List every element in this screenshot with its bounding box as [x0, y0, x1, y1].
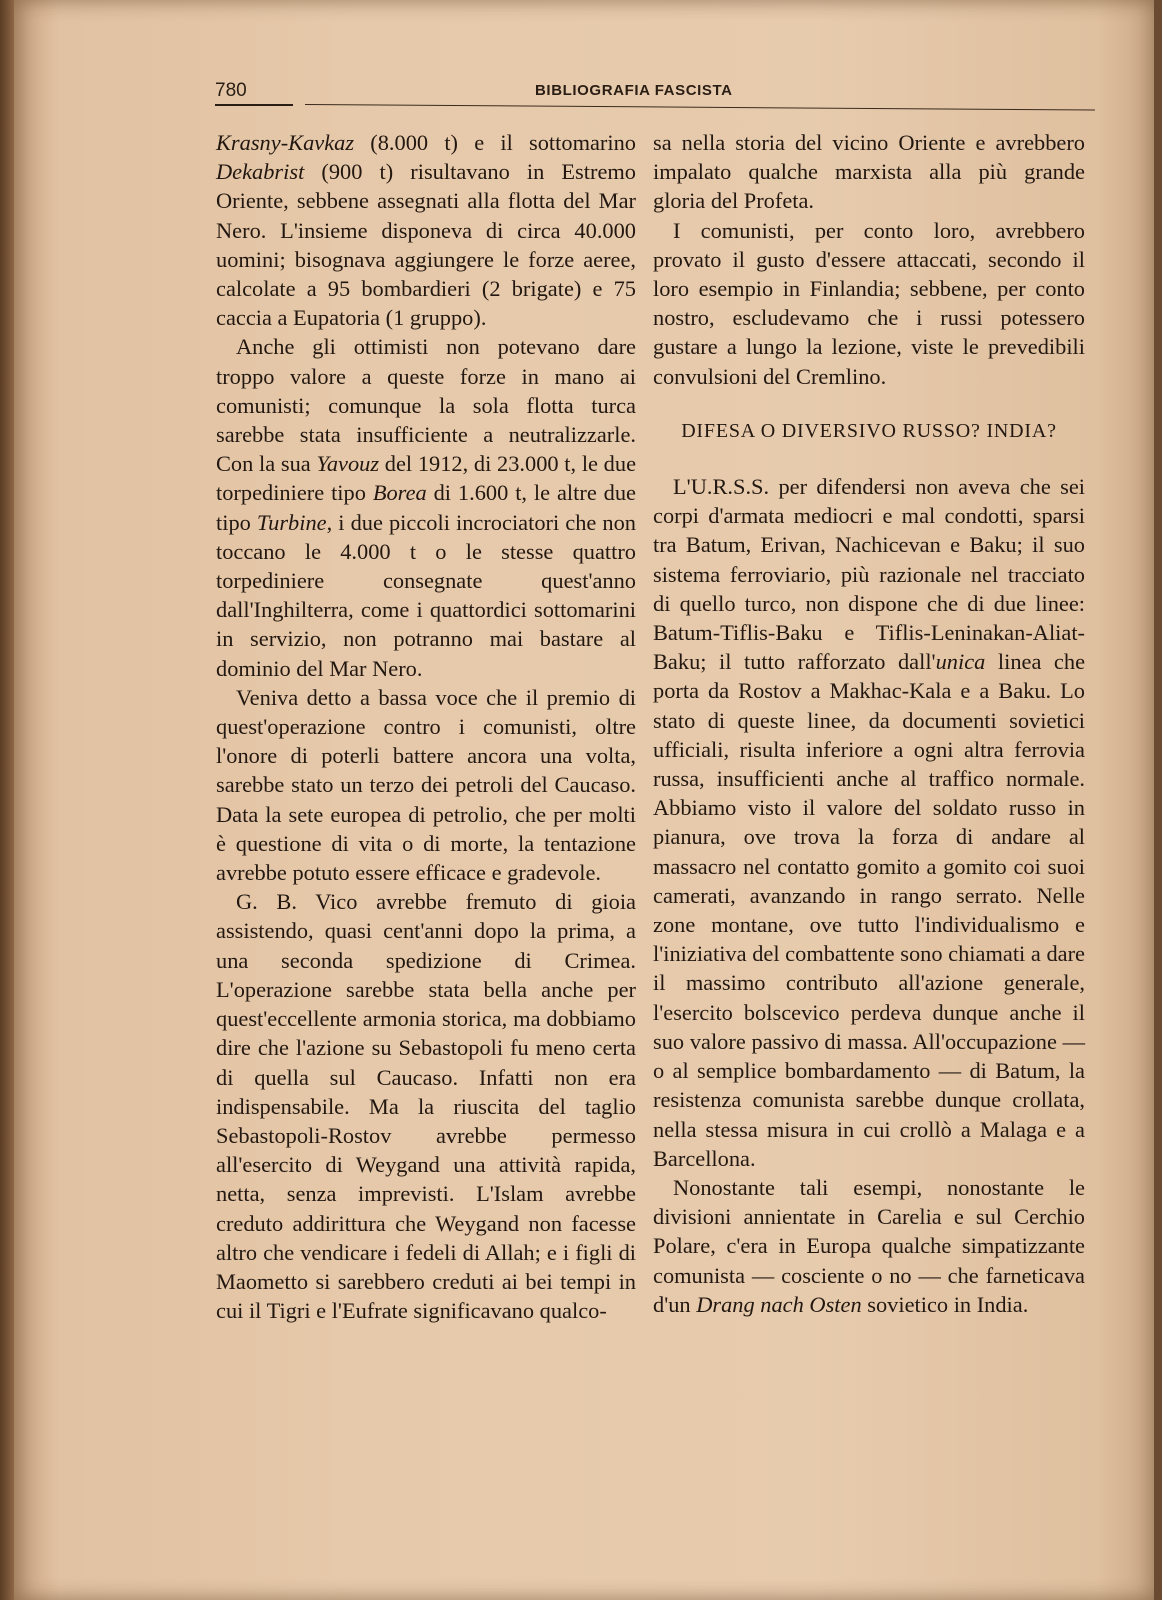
italic-text: Turbine [256, 509, 327, 535]
text-run: sovietico in India. [861, 1291, 1029, 1317]
paragraph [216, 128, 636, 332]
page-header [205, 78, 1095, 106]
text-run: (900 t) risultavano in Estremo Oriente, sebbene assegnati alla flotta del Mar Nero. L'insieme disponeva di circa 40.000 uomini; bisognava aggiungere le forze aeree, calcolate a 95 bombardieri (2 brigate) e 75 caccia a Eupatoria (1 gruppo). [216, 159, 636, 331]
paragraph: I comunisti, per conto loro, avrebbero provato il gusto d'essere attaccati, secondo il loro esempio in Finlandia; sebbene, per conto nostro, escludevamo che i russi potessero gustare a lungo la lezione, viste le prevedibili convulsioni del Cremlino. [653, 217, 1085, 389]
right-column [653, 128, 1085, 1568]
paragraph [653, 1173, 1085, 1319]
italic-text: Yavouz [316, 451, 380, 477]
page-number: 780 [215, 80, 247, 101]
italic-text: Drang nach Osten [696, 1291, 862, 1317]
left-column [216, 128, 636, 1568]
text-run: del 1912, di 23.000 t, le due torpediniere tipo [216, 451, 637, 506]
header-rule-short [215, 104, 293, 106]
italic-text: Borea [372, 480, 427, 506]
paragraph: sa nella storia del vicino Oriente e avrebbero impalato qualche marxista alla più grande gloria del Profeta. [653, 130, 1085, 214]
running-title: BIBLIOGRAFIA FASCISTA [535, 82, 733, 99]
text-run: di 1.600 t, le altre due tipo [216, 480, 636, 535]
text-run: Nonostante tali esempi, nonostante le divisioni annientate in Carelia e sul Cerchio Polare, c'era in Europa qualche simpatizzante comunista — cosciente o no — che farneticava d'un [653, 1174, 1085, 1317]
paragraph: Veniva detto a bassa voce che il premio di quest'operazione contro i comunisti, oltre l'onore di poterli battere ancora una volta, sarebbe stato un terzo dei petroli del Caucaso. Data la sete europea di petrolio, che per molti è questione di vita o di morte, la tentazione avrebbe potuto essere efficace e gradevole. [216, 684, 636, 886]
italic-text: Dekabrist [216, 159, 305, 185]
text-run: L'U.R.S.S. per difendersi non aveva che sei corpi d'armata mediocri e mal condotti, sparsi tra Batum, Erivan, Nachicevan e Baku; il suo sistema ferroviario, più razionale nel tracciato di quello turco, non dispone che di due linee: Batum-Tiflis-Baku e Tiflis-Leninakan-Aliat-Baku; il tutto rafforzato dall' [653, 474, 1085, 675]
section-heading: DIFESA O DIVERSIVO RUSSO? INDIA? [681, 419, 1057, 442]
text-run: (8.000 t) e il sottomarino [354, 130, 636, 155]
paragraph [653, 472, 1085, 1173]
text-run: , i due piccoli incrociatori che non toccano le 4.000 t o le stesse quattro torpediniere consegnate quest'anno dall'Inghilterra, come i quattordici sottomarini in servizio, non potranno mai bastare al dominio del Mar Nero. [216, 509, 637, 681]
italic-text: unica [935, 649, 986, 675]
italic-text: Krasny-Kavkaz [216, 130, 355, 155]
text-run: Anche gli ottimisti non potevano dare troppo valore a queste forze in mano ai comunisti; comunque la sola flotta turca sarebbe stata insufficiente a neutralizzarle. Con la sua [216, 334, 636, 477]
paragraph: G. B. Vico avrebbe fremuto di gioia assistendo, quasi cent'anni dopo la prima, a una seconda spedizione di Crimea. L'operazione sarebbe stata bella anche per quest'eccellente armonia storica, ma dobbiamo dire che l'azione su Sebastopoli fu meno certa di quella sul Caucaso. Infatti non era indispensabile. Ma la riuscita del taglio Sebastopoli-Rostov avrebbe permesso all'esercito di Weygand una attività rapida, netta, senza imprevisti. L'Islam avrebbe creduto addirittura che Weygand non facesse altro che vendicare i fedeli di Allah; e i figli di Maometto si sarebbero creduti ai bei tempi in cui il Tigri e l'Eufrate significavano qualco- [216, 889, 636, 1324]
paragraph [216, 332, 636, 682]
text-run: linea che porta da Rostov a Makhac-Kala e a Baku. Lo stato di queste linee, da documenti sovietici ufficiali, risulta inferiore a ogni altra ferrovia russa, insufficienti anche al traffico normale. Abbiamo visto il valore del soldato russo in pianura, ove trova la forza di andare al massacro nel contatto gomito a gomito coi suoi camerati, avanzando in rango serrato. Nelle zone montane, ove tutto l'individualismo e l'iniziativa del combattente sono chiamati a dare il massimo contributo all'azione generale, l'esercito bolscevico perdeva dunque anche il suo valore passivo di massa. All'occupazione — o al semplice bombardamento — di Batum, la resistenza comunista sarebbe dunque crollata, nella stessa misura in cui crollò a Malaga e a Barcellona. [653, 649, 1086, 1171]
